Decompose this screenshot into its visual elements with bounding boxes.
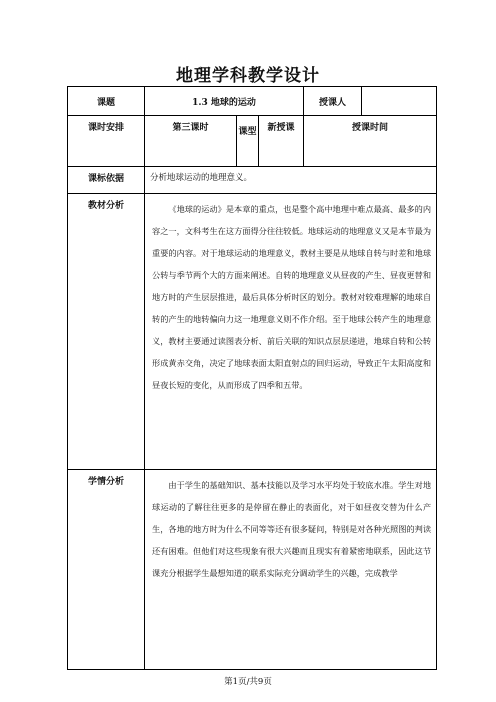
topic-value: 1.3 地球的运动	[145, 87, 304, 116]
standard-text: 分析地球运动的地理意义。	[145, 167, 437, 194]
row-student	[68, 470, 437, 670]
standard-label: 课标依据	[68, 167, 145, 194]
page-footer: 第1页/共9页	[224, 677, 272, 687]
lesson-plan-table	[67, 86, 437, 670]
student-text: 由于学生的基础知识、基本技能以及学习水平均处于较底水准。学生对地球运动的了解往往更多的是停留在静止的表面化，对于如昼夜交替为什么产生，各地的地方时为什么不同等等还有很多疑问，特别是对各种光照图的判读还有困难。但他们对这些现象有很大兴趣而且现实有着紧密地联系，因此这节课充分根据学生最想知道的联系实际充分调动学生的兴趣，完成教学	[145, 470, 437, 670]
teacher-label: 授课人	[304, 87, 362, 116]
row-material	[68, 194, 437, 470]
material-label: 教材分析	[68, 194, 145, 470]
type-value: 新授课	[259, 116, 304, 167]
schedule-value: 第三课时	[145, 116, 237, 167]
row-topic	[68, 87, 437, 116]
row-schedule	[68, 116, 437, 167]
material-text: 《地球的运动》是本章的重点，也是整个高中地理中难点最高、最多的内容之一，文科考生在这方面得分往往较低。地球运动的地理意义又是本节最为重要的内容。对于地球运动的地理意义，教材主要是从地球自转与时差和地球公转与季节两个大的方面来阐述。自转的地理意义从昼夜的产生、昼夜更替和地方时的产生层层推进，最后具体分析时区的划分。教材对较难理解的地球自转的产生的地转偏向力这一地理意义则不作介绍。至于地球公转产生的地理意义，教材主要通过读图表分析、前后关联的知识点层层递进，地球自转和公转形成黄赤交角，决定了地球表面太阳直射点的回归运动，导致正午太阳高度和昼夜长短的变化，从而形成了四季和五带。	[145, 194, 437, 470]
type-label: 课型	[237, 116, 259, 167]
teacher-value	[362, 87, 437, 116]
page-title: 地理学科教学设计	[176, 66, 320, 86]
time-label: 授课时间	[304, 116, 437, 167]
student-label: 学情分析	[68, 470, 145, 670]
topic-label: 课题	[68, 87, 145, 116]
schedule-label: 课时安排	[68, 116, 145, 167]
row-standard	[68, 167, 437, 194]
